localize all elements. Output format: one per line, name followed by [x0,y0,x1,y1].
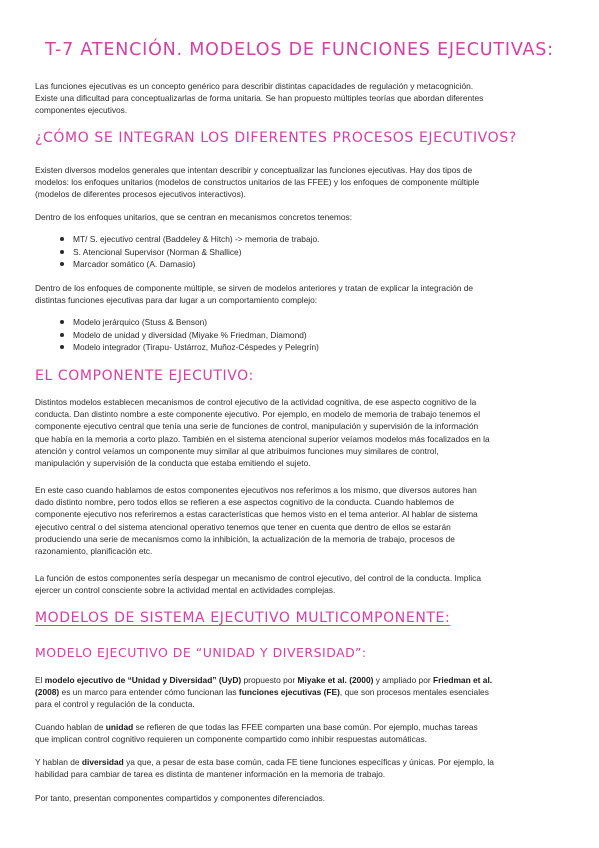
text-line: razonamiento, planificación etc. [35,546,153,557]
text-line: distintas funciones ejecutivas para dar lugar a un comportamiento complejo: [35,295,318,306]
text-line: manipulación y supervisión de la conducta que estaba emitiendo el sujeto. [35,458,311,469]
list-item: Modelo integrador (Tirapu- Ustárroz, Muñoz-Céspedes y Pelegrín) [60,341,319,354]
text-span: es un marco para entender cómo funcionan las [59,687,239,698]
text-line: Existen diversos modelos generales que intentan describir y conceptualizar las funciones ejecutivas. Hay dos tipos de [35,165,473,175]
paragraph [35,282,565,306]
paragraph [35,721,565,745]
text-line [35,721,565,733]
section-heading-integration: ¿CÓMO SE INTEGRAN LOS DIFERENTES PROCESOS EJECUTIVOS? [35,130,517,146]
text-span: , que son procesos mentales esenciales [339,687,489,698]
bullet-list-multiple [60,316,319,354]
intro-paragraph [35,80,565,117]
paragraph [35,572,565,596]
text-line: Dentro de los enfoques de componente múltiple, se sirven de modelos anteriores y tratan de explicar la integración de [35,283,474,293]
text-line: dado distinto nombre, pero todos ellos se refieren a ese aspectos cognitivo de la conducta. Cuando hablemos de [35,497,455,508]
bold-term: diversidad [81,757,124,767]
list-item: Marcador somático (A. Damasio) [60,258,319,271]
text-line: Dentro de los enfoques unitarios, que se centran en mecanismos concretos tenemos: [35,212,353,222]
text-line: para el control y regulación de la conducta. [35,699,195,710]
paragraph [35,674,565,711]
list-item: MT/ S. ejecutivo central (Baddeley & Hitch) -> memoria de trabajo. [60,233,319,246]
text-line: atención y control veíamos un componente muy similar al que atribuimos funciones muy similares de control, [35,445,439,456]
text-line [35,756,565,768]
text-span: se refieren de que todas las FFEE comparten una base común. Por ejemplo, muchas tareas [133,722,478,732]
bold-term: modelo ejecutivo de “Unidad y Diversidad” (UyD) [44,675,242,685]
paragraph [35,396,565,469]
text-line: habilidad para cambiar de tarea es distinta de mantener información en la memoria de trabajo. [35,769,386,780]
bold-term: Friedman et al. [433,675,493,685]
text-line: (modelos de diferentes procesos ejecutivos interactivos). [35,189,246,200]
text-span: El [35,675,45,685]
paragraph [35,164,565,201]
text-line: Existe una dificultad para conceptualizarlas de forma unitaria. Se han propuesto múltiples teorías que abordan diferentes [35,93,484,104]
text-span: y ampliado por [373,675,433,685]
text-line: La función de estos componentes sería despegar un mecanismo de control ejecutivo, del control de la conducta. Implica [35,573,481,583]
text-span: Cuando hablan de [35,722,106,732]
text-line: Por tanto, presentan componentes compartidos y componentes diferenciados. [35,793,326,803]
text-line: que había en la memoria a corto plazo. También en el sistema atencional superior veíamos modelos más focalizados en la [35,433,490,444]
text-line: Las funciones ejecutivas es un concepto genérico para describir distintas capacidades de regulación y metacognición. [35,81,474,91]
text-line: produciendo una serie de mecanismos como la inhibición, la actualización de la memoria de trabajo, procesos de [35,533,455,544]
text-line: modelos: los enfoques unitarios (modelos de constructos unitarios de las FFEE) y los enfoques de componente múltiple [35,177,480,188]
bold-term: Miyake et al. (2000) [297,675,374,685]
text-line: Distintos modelos establecen mecanismos de control ejecutivo de la actividad cognitiva, de ese aspecto cognitivo de la [35,397,477,407]
text-span: Y hablan de [35,757,82,767]
subsection-heading-unity-diversity: MODELO EJECUTIVO DE “UNIDAD Y DIVERSIDAD”: [35,645,367,660]
paragraph [35,792,565,804]
text-line [35,686,565,698]
text-span: ya que, a pesar de esta base común, cada FE tiene funciones específicas y únicas. Por ejemplo, la [123,757,494,767]
paragraph [35,211,565,223]
bold-term: funciones ejecutivas (FE) [238,687,340,698]
bullet-list-unitary [60,233,319,271]
text-line: componente ejecutivo central que tenía una serie de funciones de control, manipulación y supervisión de la información [35,421,479,432]
text-line: En este caso cuando hablamos de estos componentes ejecutivos nos referimos a los mismo, que diversos autores han [35,485,477,495]
page-title: T-7 ATENCIÓN. MODELOS DE FUNCIONES EJECUTIVAS: [45,40,554,60]
text-line: componentes ejecutivos. [35,105,128,116]
text-span: propuesto por [241,675,298,685]
text-line [35,674,565,686]
text-line: componente ejecutivo nos referiremos a estas características que hemos visto en el tema anterior. Al hablar de sistema [35,509,478,520]
bold-term: unidad [105,722,134,732]
paragraph [35,756,565,780]
section-heading-multicomponent: MODELOS DE SISTEMA EJECUTIVO MULTICOMPONENTE: [35,610,451,626]
text-line: conducta. Dan distinto nombre a este componente ejecutivo. Por ejemplo, en modelo de memoria de trabajo tenemos el [35,409,481,420]
list-item: Modelo de unidad y diversidad (Miyake % Friedman, Diamond) [60,329,319,342]
text-line: ejecutivo central o del sistema atencional operativo tenemos que tener en cuenta que dentro de ellos se estarán [35,521,451,532]
paragraph [35,484,565,557]
bold-term: (2008) [35,687,60,698]
text-line: ejercer un control consciente sobre la actividad mental en actividades complejas. [35,585,336,596]
list-item: S. Atencional Supervisor (Norman & Shallice) [60,246,319,259]
list-item: Modelo jerárquico (Stuss & Benson) [60,316,319,329]
section-heading-executive-component: EL COMPONENTE EJECUTIVO: [35,368,254,384]
text-line: que implican control cognitivo requieren un componente compartido como inhibir respuestas automáticas. [35,734,427,745]
